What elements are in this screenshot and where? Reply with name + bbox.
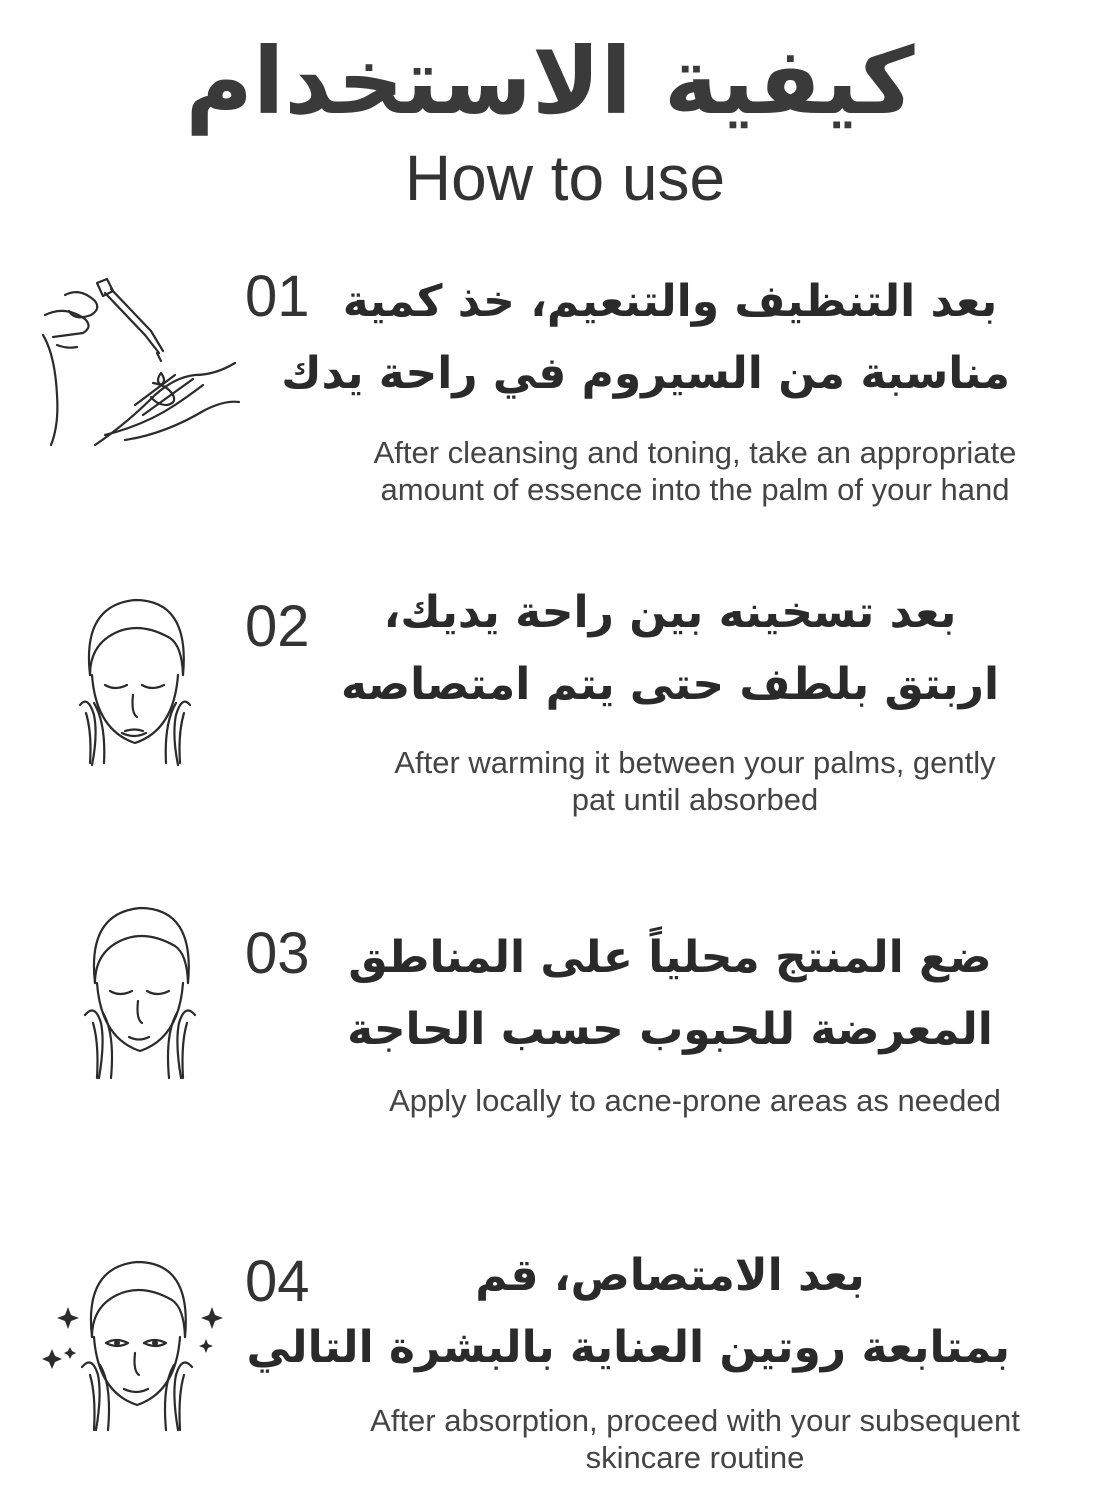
step-instruction-arabic: بعد تسخينه بين راحة يديك، اربتق بلطف حتى يتم امتصاصه xyxy=(340,587,1000,710)
step-number: 03 xyxy=(245,921,310,986)
dropper-hand-icon xyxy=(35,275,245,455)
step-instruction-arabic: بعد الامتصاص، قم بمتابعة روتين العناية بالبشرة التالي xyxy=(246,1250,1010,1373)
step-instruction-english: After warming it between your palms, gently pat until absorbed xyxy=(394,745,996,817)
face-apply-icon xyxy=(75,903,205,1088)
face-pat-icon xyxy=(70,595,200,780)
step-instruction-english: After absorption, proceed with your subsequent skincare routine xyxy=(370,1403,1020,1475)
page-title-english: How to use xyxy=(404,142,726,214)
page-title-arabic: كيفية الاستخدام xyxy=(185,28,915,135)
step-instruction-english: Apply locally to acne-prone areas as needed xyxy=(389,1083,1001,1118)
step-number: 01 xyxy=(245,264,310,329)
step-number: 04 xyxy=(245,1249,310,1314)
step-instruction-english: After cleansing and toning, take an appropriate amount of essence into the palm of your hand xyxy=(373,435,1017,507)
face-sparkle-icon xyxy=(40,1255,230,1445)
step-number: 02 xyxy=(245,594,310,659)
step-instruction-arabic: ضع المنتج محلياً على المناطق المعرضة للحبوب حسب الحاجة xyxy=(347,932,993,1055)
step-instruction-arabic: بعد التنظيف والتنعيم، خذ كمية مناسبة من السيروم في راحة يدك xyxy=(281,276,1010,399)
